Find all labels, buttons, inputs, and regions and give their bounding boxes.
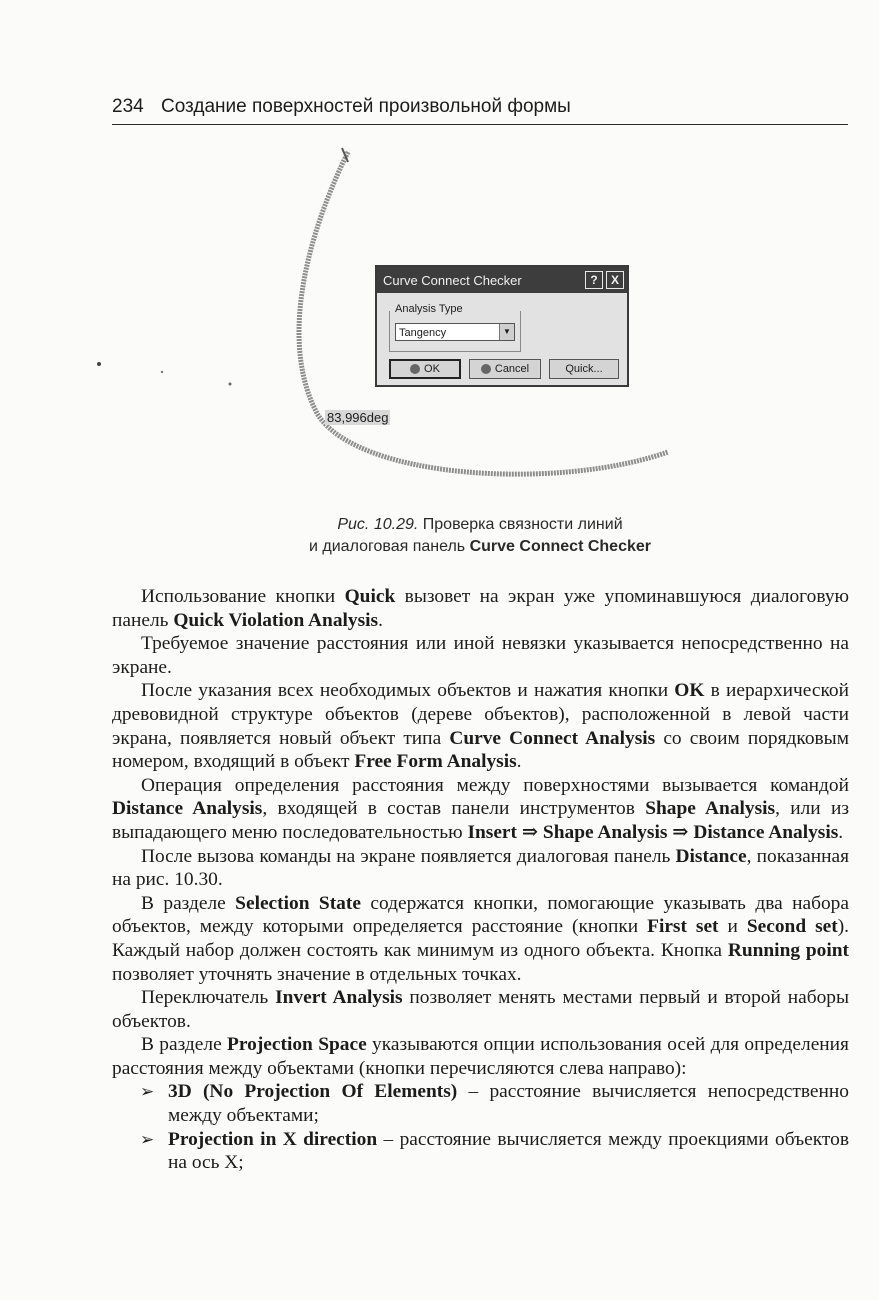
caption-line1: Проверка связности линий (422, 516, 623, 533)
analysis-type-select[interactable] (395, 323, 515, 341)
text-run: , входящей в состав панели инструментов (262, 798, 646, 820)
bold-term: Distance Analysis (112, 798, 263, 820)
cancel-button[interactable] (469, 359, 541, 379)
curve-connect-checker-dialog (375, 265, 629, 387)
list-item (112, 1080, 849, 1127)
analysis-type-label: Analysis Type (395, 303, 463, 315)
caption-line2-prefix: и диалоговая панель (309, 538, 466, 555)
ok-button[interactable] (389, 359, 461, 379)
page-header (112, 94, 848, 125)
bullet-list (112, 1080, 849, 1174)
chapter-title: Создание поверхностей произвольной формы (160, 96, 571, 117)
text-run: . (838, 821, 844, 843)
dialog-titlebar (377, 267, 627, 293)
caption-line2-bold: Curve Connect Checker (469, 538, 651, 555)
paragraph (112, 774, 849, 845)
figure-caption (200, 514, 760, 558)
quick-label: Quick... (565, 363, 603, 375)
page-number: 234 (112, 96, 144, 117)
text-run: Требуемое значение расстояния или иной невязки указывается непосредственно на экране. (112, 633, 849, 678)
text-run: После указания всех необходимых объектов и нажатия кнопки (141, 680, 675, 702)
bold-term: Distance (675, 845, 747, 867)
text-run: Использование кнопки (141, 586, 345, 607)
close-button[interactable]: X (606, 271, 624, 289)
paragraph (112, 1033, 849, 1080)
bold-term: Projection in X direction (168, 1128, 378, 1150)
stray-mark (161, 371, 163, 373)
paragraph (112, 986, 849, 1033)
bold-term: Free Form Analysis (354, 751, 517, 773)
text-run: Переключатель (141, 987, 276, 1009)
list-item (112, 1128, 849, 1175)
text-run: Операция определения расстояния между поверхностями вызывается командой (141, 774, 849, 796)
figure-10-29 (0, 140, 879, 510)
text-run: , показанная на рис. 10.30. (112, 845, 849, 891)
dialog-title: Curve Connect Checker (383, 272, 522, 288)
paragraph (112, 845, 849, 892)
paragraph (112, 892, 849, 986)
text-run: вызовет на экран уже упоминавшуюся диалоговую панель (112, 586, 849, 631)
help-button[interactable]: ? (585, 271, 603, 289)
paragraph (112, 679, 849, 773)
text-run: . (378, 609, 383, 631)
paragraph (112, 632, 849, 679)
text-run: позволяет уточнять значение в отдельных точках. (112, 963, 522, 985)
paragraph (112, 585, 849, 632)
ok-label: OK (424, 363, 440, 375)
text-run: После вызова команды на экране появляется диалоговая панель (141, 845, 676, 867)
text-run: и (718, 916, 747, 938)
bold-term: 3D (No Projection Of Elements) (168, 1081, 458, 1103)
bold-term: Curve Connect Analysis (449, 727, 656, 749)
ok-icon (410, 364, 420, 374)
bold-term: Shape Analysis (645, 798, 776, 820)
caption-figure-number: Рис. 10.29. (337, 516, 419, 533)
arrow-bullet-icon: ➢ (140, 1082, 155, 1102)
paragraphs (112, 585, 849, 1080)
bold-term: Second set (746, 916, 838, 938)
text-run: – расстояние вычисляется непосредственно между объектами; (168, 1081, 849, 1127)
text-run: ). Каждый набор должен состоять как минимум из одного объекта. Кнопка (112, 916, 849, 961)
body-text (112, 585, 849, 1175)
angle-measurement-label: 83,996deg (327, 410, 389, 425)
text-run: В разделе (141, 1034, 228, 1056)
text-run: в иерархической древовидной структуре объектов (дереве объектов), расположенной в левой части экрана, появляется новый объект типа (112, 680, 849, 749)
cancel-label: Cancel (494, 363, 530, 375)
stray-mark (97, 362, 101, 366)
stray-mark (229, 383, 232, 386)
bold-term: First set (647, 916, 719, 938)
text-run: содержатся кнопки, помогающие указывать два набора объектов, между которыми определяется расстояние (кнопки (112, 892, 849, 938)
text-run: указываются опции использования осей для определения расстояния между объектами (кнопки перечисляются слева направо): (112, 1034, 849, 1079)
bold-term: Running point (727, 939, 849, 961)
text-run: со своим порядковым номером, входящий в объект (112, 727, 849, 773)
cancel-icon (481, 364, 491, 374)
bold-term: Selection State (235, 892, 361, 914)
arrow-bullet-icon: ➢ (140, 1129, 155, 1149)
text-run: . (516, 751, 522, 773)
analysis-type-value: Tangency (399, 327, 447, 339)
bold-term: Quick (344, 586, 396, 607)
bold-term: OK (674, 680, 705, 702)
bold-term: Invert Analysis (275, 987, 403, 1009)
bold-term: Projection Space (227, 1034, 367, 1056)
chevron-down-icon[interactable]: ▼ (499, 324, 514, 340)
text-run: позволяет менять местами первый и второй наборы объектов. (112, 987, 849, 1032)
bold-term: Quick Violation Analysis (173, 609, 379, 631)
text-run: В разделе (141, 892, 236, 914)
bold-term: Insert ⇒ Shape Analysis ⇒ Distance Analysis (467, 821, 839, 843)
text-run: , или из выпадающего меню последовательностью (112, 798, 849, 843)
quick-button[interactable] (549, 359, 619, 379)
text-run: – расстояние вычисляется между проекциями объектов на ось X; (168, 1128, 849, 1174)
